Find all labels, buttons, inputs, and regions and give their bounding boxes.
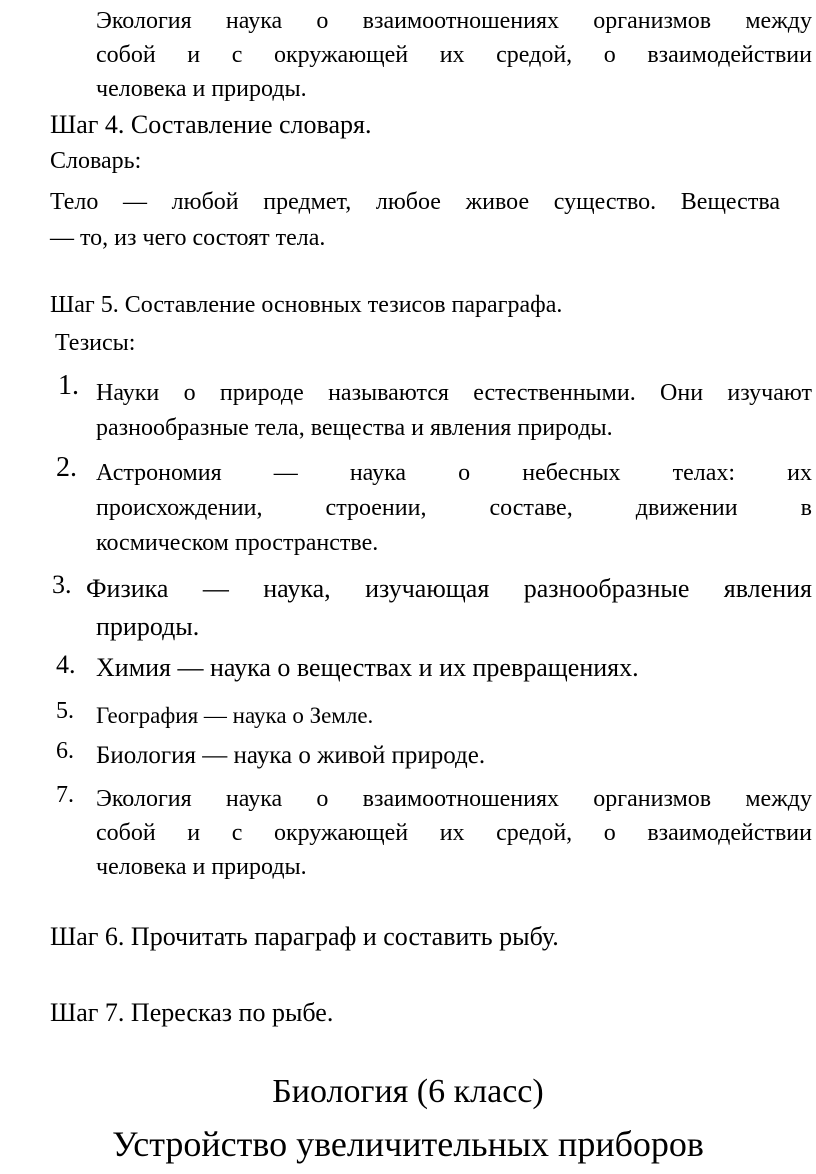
dictionary-line: Тело — любой предмет, любое живое существо. Вещества [50,189,780,215]
list-item-line: происхождении, строении, составе, движении в [96,495,812,521]
step-5-heading: Шаг 5. Составление основных тезисов параграфа. [50,292,563,318]
intro-paragraph [96,4,812,106]
list-item-line: Астрономия — наука о небесных телах: их [96,460,812,486]
list-item-number: 4. [56,650,76,679]
list-item-line: Физика — наука, изучающая разнообразные явления [86,574,812,603]
list-item-line: Экология наука о взаимоотношениях организмов между [96,786,812,812]
list-item-text [96,376,812,446]
list-item-line: Науки о природе называются естественными. Они изучают [96,380,812,406]
list-item-line: Химия — наука о веществах и их превращениях. [96,653,639,682]
dictionary-line: — то, из чего состоят тела. [50,225,326,251]
list-item-number: 1. [58,370,79,401]
list-item-text [96,650,812,685]
intro-line: собой и с окружающей их средой, о взаимодействии [96,42,812,68]
dictionary-title: Словарь: [50,148,142,174]
list-item-number: 6. [56,738,74,764]
list-item-number: 5. [56,698,74,724]
lesson-title: Устройство увеличительных приборов [112,1124,704,1164]
intro-line: человека и природы. [96,76,307,102]
list-item-line: Биология — наука о живой природе. [96,742,486,769]
list-item-text [86,570,812,646]
list-item-line: космическом пространстве. [96,530,379,556]
list-item-number: 3. [52,570,72,599]
list-item-line: природы. [96,612,200,641]
step-7-heading: Шаг 7. Пересказ по рыбе. [50,998,334,1027]
list-item-number: 7. [56,782,74,808]
list-item-line: человека и природы. [96,854,307,880]
intro-line: Экология наука о взаимоотношениях организмов между [96,8,812,34]
list-item-line: разнообразные тела, вещества и явления природы. [96,415,613,441]
list-item-text [96,738,812,773]
step-4-heading: Шаг 4. Составление словаря. [50,110,372,139]
list-item-line: собой и с окружающей их средой, о взаимодействии [96,820,812,846]
list-item-text [96,782,812,884]
subject-title: Биология (6 класс) [272,1073,544,1110]
list-item-line: География — наука о Земле. [96,703,374,728]
list-item-number: 2. [56,452,77,483]
theses-title: Тезисы: [55,330,136,356]
dictionary-text [50,184,780,256]
list-item-text [96,698,812,733]
list-item-text [96,456,812,561]
step-6-heading: Шаг 6. Прочитать параграф и составить рыбу. [50,922,559,951]
